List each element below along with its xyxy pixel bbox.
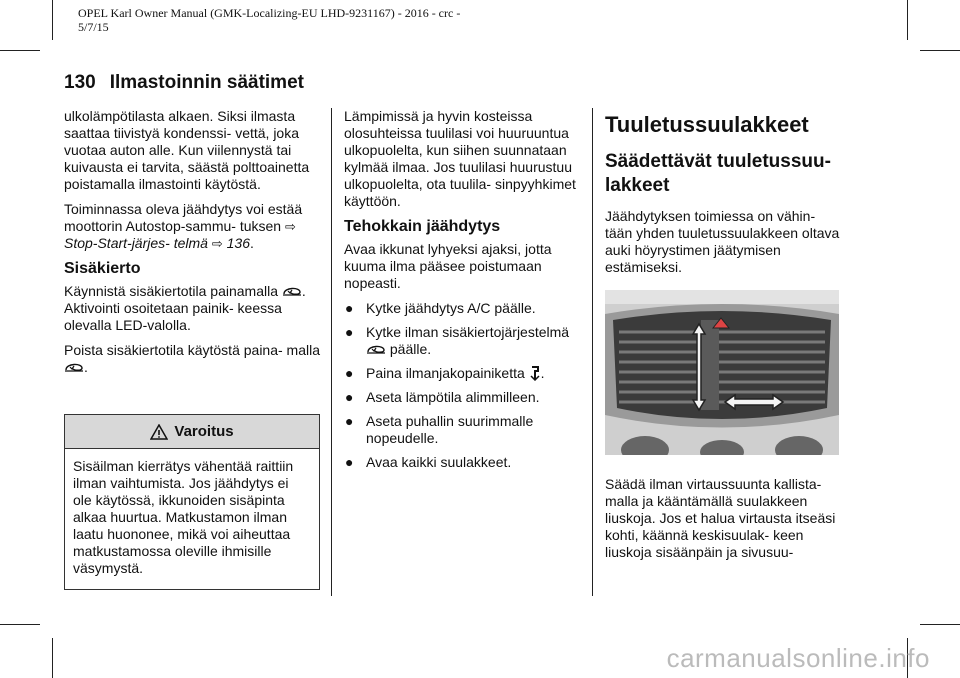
paragraph: Käynnistä sisäkiertotila painamalla . Aktivointi osoitetaan painik- keessa olevalla LED-valolla. [64, 283, 306, 333]
paragraph: Jäähdytyksen toimiessa on vähin- tään yhden tuuletussuulakkeen oltava auki höyrystimen jäätymisen estämiseksi. [605, 208, 840, 275]
page-title [64, 72, 304, 94]
paragraph: Lämpimissä ja hyvin kosteissa olosuhteissa tuulilasi voi huuruuntua ulkopuolelta, kun siihen suunnataan kylmää ilmaa. Jos tuulilasi huurustuu ulkopuolelta, ota tuulila- sinpyyhkimet käyttöön. [344, 108, 576, 209]
heading-saadettavat: Säädettävät tuuletussuu- lakkeet [605, 151, 831, 196]
recirculation-icon [282, 285, 302, 297]
crop-mark [52, 0, 53, 40]
crop-mark [0, 50, 40, 51]
air-distribution-icon [529, 365, 541, 381]
page-number: 130 [64, 72, 96, 93]
column-1 [64, 108, 320, 384]
warning-box [64, 414, 320, 590]
list-item: ● Aseta lämpötila alimmilleen. [345, 389, 540, 405]
paragraph: Avaa ikkunat lyhyeksi ajaksi, jotta kuuma ilma pääsee poistumaan nopeasti. [344, 241, 552, 291]
list-item: ● Paina ilmanjakopainiketta . [345, 365, 545, 381]
column-2 [344, 108, 582, 478]
paragraph: Poista sisäkiertotila käytöstä paina- malla . [64, 342, 321, 375]
warning-header [65, 415, 319, 449]
column-divider [331, 108, 332, 596]
heading-tehokkain-jaahdytys: Tehokkain jäähdytys [344, 218, 501, 235]
column-3 [605, 112, 845, 284]
column-3-lower [605, 476, 845, 569]
paragraph: Säädä ilman virtaussuunta kallista- malla ja kääntämällä suulakkeen liuskoja. Jos et halua virtausta itseäsi kohti, käännä keskisuulak- keen liuskoja sisäänpäin ja sivusuu- [605, 476, 836, 560]
list-item: ● Kytke jäähdytys A/C päälle. [345, 300, 536, 316]
header-line-1: OPEL Karl Owner Manual (GMK-Localizing-EU LHD-9231167) - 2016 - crc - [78, 6, 461, 20]
list-item: ● Avaa kaikki suulakkeet. [345, 454, 512, 470]
warning-title: Varoitus [174, 423, 234, 440]
list-item: ● Aseta puhallin suurimmalle nopeudelle. [345, 413, 534, 446]
column-divider [592, 108, 593, 596]
list-item: ● Kytke ilman sisäkiertojärjestelmä päälle. [345, 324, 570, 357]
crop-mark [907, 0, 908, 40]
warning-triangle-icon [150, 424, 168, 440]
reference-arrow-icon: ⇨ [285, 219, 296, 234]
section-title: Ilmastoinnin säätimet [109, 72, 304, 93]
heading-sisakierto: Sisäkierto [64, 260, 141, 277]
warning-text: Sisäilman kierrätys vähentää raittiin ilman vaihtumista. Jos jäähdytys ei ole käytössä, ikkunoiden sisäpinta alkaa huurtua. Matkustamon ilman laatu huononee, mikä voi aiheuttaa matkustamossa oleville ihmisille väsymystä. [73, 458, 294, 576]
paragraph: Toiminnassa oleva jäähdytys voi estää moottorin Autostop-sammu- tuksen ⇨ Stop-Start-järjes- telmä ⇨ 136. [64, 201, 303, 251]
recirculation-icon [366, 343, 386, 355]
header-line-2: 5/7/15 [78, 20, 109, 34]
cross-reference-link[interactable]: Stop-Start-järjes- telmä [64, 235, 208, 251]
crop-mark [920, 50, 960, 51]
recirculation-icon [64, 361, 84, 373]
heading-tuuletussuulakkeet: Tuuletussuulakkeet [605, 112, 809, 137]
air-vent-illustration [605, 290, 839, 455]
document-header [78, 6, 460, 34]
watermark: carmanualsonline.info [666, 643, 930, 673]
crop-mark [52, 638, 53, 678]
crop-mark [0, 624, 40, 625]
paragraph: ulkolämpötilasta alkaen. Siksi ilmasta saattaa tiivistyä kondenssi- vettä, joka vuotaa auton alle. Kun viilennystä tai kuivausta ei tarvita, säästä polttoainetta poistamalla ilmastointi käytöstä. [64, 108, 310, 192]
reference-arrow-icon: ⇨ [211, 236, 223, 251]
page-reference[interactable]: 136 [226, 235, 250, 251]
crop-mark [920, 624, 960, 625]
